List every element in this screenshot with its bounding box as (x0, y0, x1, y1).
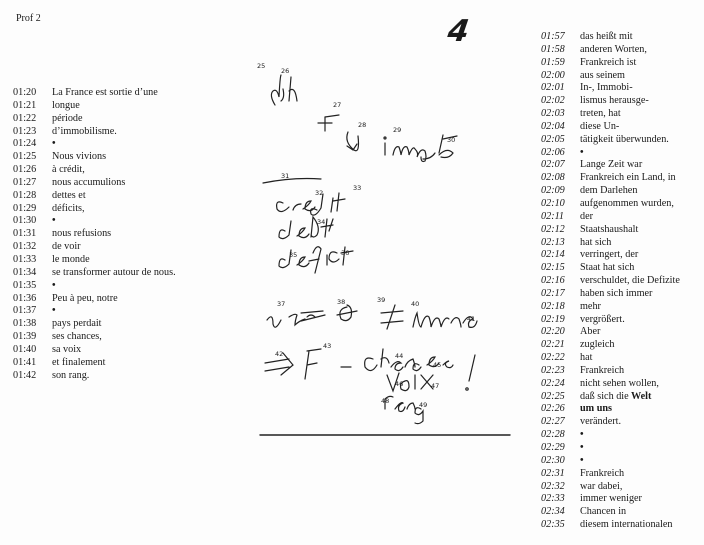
line-text: de voir (52, 241, 81, 253)
timestamp: 02:31 (541, 467, 565, 479)
line-text: Chancen in (580, 506, 627, 518)
line-text: Frankreich (580, 364, 625, 376)
line-text: der (580, 210, 594, 222)
line-text: son rang. (52, 369, 90, 381)
reference-number: 26 (281, 67, 290, 75)
line-text: • (52, 279, 56, 291)
timestamp: 02:08 (541, 172, 565, 184)
reference-number: 29 (393, 126, 402, 134)
line-text: pays perdait (52, 318, 102, 330)
timestamp: 02:20 (541, 326, 565, 338)
line-text: haben sich immer (580, 287, 653, 299)
line-text: et finalement (52, 356, 106, 368)
timestamp: 02:26 (541, 403, 565, 415)
line-text: anderen Worten, (580, 43, 647, 55)
page-header-label: Prof 2 (16, 13, 41, 24)
reference-number: 33 (353, 184, 362, 192)
timestamp: 02:11 (541, 210, 565, 222)
timestamp: 02:30 (541, 454, 565, 466)
timestamp: 01:20 (13, 87, 37, 98)
line-text: • (580, 442, 584, 453)
timestamp: 01:39 (13, 331, 37, 343)
line-text: • (580, 429, 584, 441)
timestamp: 02:23 (541, 364, 565, 376)
line-text: se transformer autour de nous. (52, 266, 176, 278)
reference-number: 42 (275, 350, 284, 358)
line-text: • (52, 215, 56, 227)
reference-number: 27 (333, 101, 342, 109)
emphasis-text: Welt (628, 390, 652, 402)
timestamp: 01:57 (541, 31, 565, 42)
timestamp: 01:36 (13, 292, 37, 304)
timestamp: 01:24 (13, 138, 37, 150)
line-text: verschuldet, die Defizite (580, 275, 680, 287)
timestamp: 02:15 (541, 262, 565, 274)
reference-number: 35 (289, 251, 298, 259)
line-text: dem Darlehen (580, 185, 638, 197)
reference-number: 45 (433, 361, 442, 369)
line-text: diesem internationalen (580, 519, 673, 531)
page-number: 4 (445, 14, 472, 49)
line-text: sa voix (52, 343, 82, 355)
line-text: vergrößert. (580, 313, 625, 325)
line-text: immer weniger (580, 493, 642, 505)
reference-number: 39 (377, 296, 386, 304)
line-text: Staat hat sich (580, 262, 635, 274)
timestamp: 02:33 (541, 493, 565, 505)
line-text: In-, Immobi- (580, 82, 633, 94)
line-text: à crédit, (52, 164, 85, 176)
timestamp: 02:04 (541, 120, 565, 132)
timestamp: 01:33 (13, 253, 37, 265)
line-text: nous accumulions (52, 176, 126, 188)
reference-number: 47 (431, 382, 440, 390)
timestamp: 01:22 (13, 112, 37, 124)
line-text: Frankreich (580, 467, 625, 479)
line-text: daß sich die Welt (580, 390, 652, 402)
line-text: aufgenommen wurden, (580, 197, 674, 209)
timestamp: 01:38 (13, 318, 37, 330)
timestamp: 02:32 (541, 480, 565, 492)
line-text: aus seinem (580, 69, 625, 81)
timestamp: 02:01 (541, 82, 565, 94)
line-text: tätigkeit überwunden. (580, 133, 669, 145)
timestamp: 02:25 (541, 390, 565, 402)
timestamp: 02:07 (541, 159, 565, 171)
line-text: • (580, 146, 584, 158)
line-text: mehr (580, 300, 601, 312)
timestamp: 01:42 (13, 369, 37, 381)
timestamp: 01:35 (13, 279, 37, 291)
timestamp: 02:12 (541, 223, 565, 235)
timestamp: 01:25 (13, 151, 37, 163)
line-text: période (52, 112, 83, 124)
line-text: hat sich (580, 236, 612, 248)
timestamp: 01:58 (541, 43, 565, 55)
reference-number: 37 (277, 300, 286, 308)
timestamp: 02:09 (541, 185, 565, 197)
line-text: • (580, 454, 584, 466)
timestamp: 02:13 (541, 236, 565, 248)
line-text: Frankreich ist (580, 56, 637, 68)
timestamp: 02:14 (541, 249, 565, 261)
line-text: Peu à peu, notre (52, 292, 118, 304)
handwritten-notes (245, 55, 515, 445)
timestamp: 02:24 (541, 377, 565, 389)
line-text: war dabei, (580, 480, 623, 492)
line-text: lismus herausge- (580, 95, 649, 107)
timestamp: 01:30 (13, 215, 37, 227)
line-text: Staatshaushalt (580, 223, 639, 235)
reference-number: 36 (341, 249, 350, 257)
line-text: treten, hat (580, 108, 621, 120)
line-text: Lange Zeit war (580, 159, 643, 171)
timestamp: 01:32 (13, 241, 37, 253)
line-text: le monde (52, 253, 90, 265)
timestamp: 02:18 (541, 300, 565, 312)
line-text: d’immobilisme. (52, 125, 117, 137)
reference-number: 48 (381, 397, 390, 405)
timestamp: 02:29 (541, 442, 565, 453)
line-text: La France est sortie d’une (52, 87, 158, 98)
line-text: dettes et (52, 189, 86, 201)
timestamp: 02:27 (541, 416, 565, 428)
timestamp: 01:37 (13, 305, 37, 317)
line-text: nicht sehen wollen, (580, 377, 659, 389)
line-text: Aber (580, 326, 601, 338)
timestamp: 01:59 (541, 56, 565, 68)
timestamp: 02:21 (541, 339, 565, 351)
timestamp: 02:35 (541, 519, 565, 531)
reference-number: 46 (395, 380, 404, 388)
reference-number: 44 (395, 352, 404, 360)
line-text: • (52, 138, 56, 150)
timestamp: 01:31 (13, 228, 37, 240)
reference-number: 40 (411, 300, 420, 308)
timestamp: 01:28 (13, 189, 37, 201)
emphasis-text: um uns (580, 403, 612, 415)
line-text: Nous vivions (52, 151, 107, 163)
line-text (580, 403, 612, 414)
reference-number: 34 (317, 218, 326, 226)
timestamp: 02:16 (541, 275, 565, 287)
timestamp: 02:28 (541, 429, 565, 441)
line-text: das heißt mit (580, 31, 633, 42)
timestamp: 02:17 (541, 287, 565, 299)
timestamp: 01:21 (13, 99, 37, 111)
timestamp: 02:03 (541, 108, 565, 120)
line-text: déficits, (52, 202, 85, 214)
timestamp: 02:00 (541, 69, 565, 81)
timestamp: 02:34 (541, 506, 565, 518)
line-text: verringert, der (580, 249, 639, 261)
timestamp: 02:05 (541, 133, 565, 145)
reference-number: 28 (358, 121, 367, 129)
line-text: longue (52, 99, 80, 111)
timestamp: 01:40 (13, 343, 37, 355)
line-text: verändert. (580, 416, 622, 428)
line-text: • (52, 305, 56, 317)
timestamp: 02:06 (541, 146, 565, 158)
timestamp: 01:41 (13, 356, 37, 368)
line-text: Frankreich ein Land, in (580, 172, 676, 184)
timestamp: 01:26 (13, 164, 37, 176)
reference-number: 32 (315, 189, 324, 197)
reference-number: 38 (337, 298, 346, 306)
reference-number: 31 (281, 172, 290, 180)
line-text: nous refusions (52, 228, 112, 240)
line-text: ses chances, (52, 331, 102, 343)
timestamp: 02:19 (541, 313, 565, 325)
reference-number: 25 (257, 62, 266, 70)
timestamp: 02:10 (541, 197, 565, 209)
reference-number: 43 (323, 342, 332, 350)
line-text: zugleich (580, 339, 615, 351)
timestamp: 02:22 (541, 352, 565, 364)
reference-number: 41 (467, 315, 476, 323)
reference-number: 30 (447, 136, 456, 144)
line-text: hat (580, 352, 593, 364)
line-text: diese Un- (580, 120, 620, 132)
timestamp: 01:29 (13, 202, 37, 214)
reference-number: 49 (419, 401, 428, 409)
timestamp: 01:27 (13, 176, 37, 188)
timestamp: 01:34 (13, 266, 37, 278)
timestamp: 02:02 (541, 95, 565, 107)
timestamp: 01:23 (13, 125, 37, 137)
